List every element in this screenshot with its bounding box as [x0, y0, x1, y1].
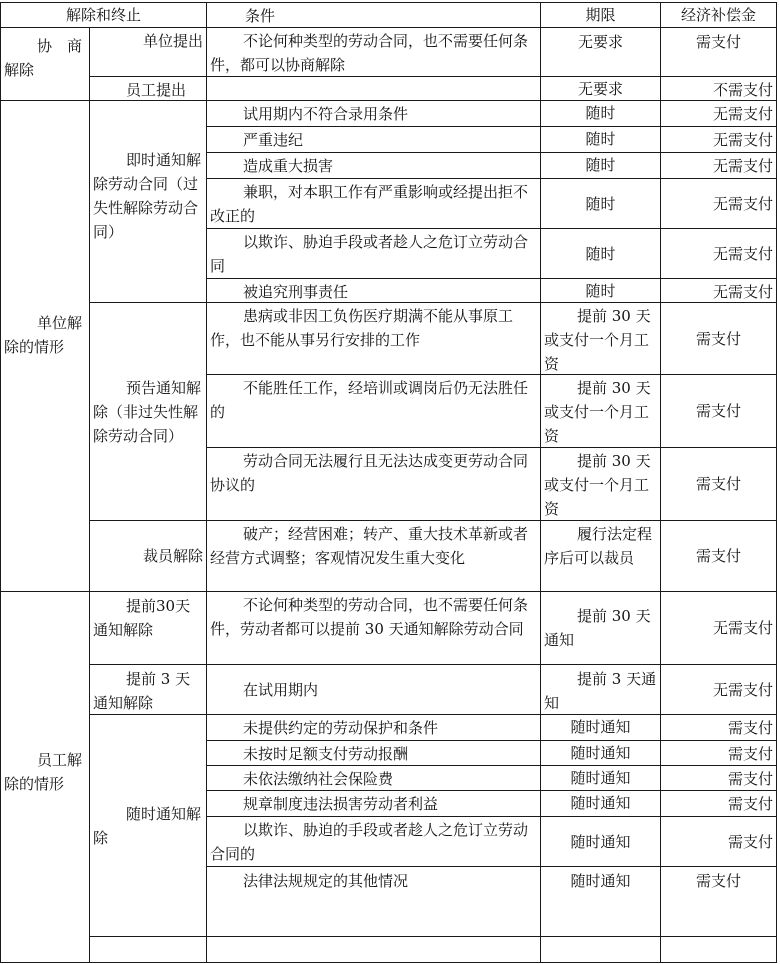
row-2-period-text: 无要求: [577, 80, 623, 98]
row-1-compensation: [660, 27, 777, 77]
row-17-condition: [206, 765, 541, 791]
row-1-condition-text: 不论何种类型的劳动合同，也不需要任何条件，都可以协商解除: [210, 32, 529, 74]
row-2-compensation-text: 不需支付: [712, 81, 773, 99]
row-12-period: [540, 520, 661, 592]
row-7-compensation: [660, 228, 777, 279]
row-12-period-text: 履行法定程序后可以裁员: [544, 525, 653, 567]
row-11-period: [540, 447, 661, 521]
row-16-condition-text: 未按时足额支付劳动报酬: [243, 745, 409, 763]
row-19-period-text: 随时通知: [570, 832, 631, 851]
row-4-condition: [206, 126, 541, 153]
row-11-condition-text: 劳动合同无法履行且无法达成变更劳动合同协议的: [210, 452, 529, 494]
row-16-compensation-text: 需支付: [727, 745, 773, 763]
header-type: [0, 2, 207, 28]
empty-cell-compensation: [660, 936, 777, 963]
row-5-period: [540, 152, 661, 179]
row-6-compensation: [660, 178, 777, 229]
row-19-condition-text: 以欺诈、胁迫的手段或者趁人之危订立劳动合同的: [210, 821, 529, 863]
header-period: [540, 2, 661, 28]
row-13-period: [540, 591, 661, 665]
row-2-condition: [206, 76, 541, 101]
row-5-period-text: 随时: [585, 156, 616, 174]
header-type-label: 解除和终止: [65, 6, 141, 24]
row-20-condition-text: 法律法规规定的其他情况: [243, 872, 409, 890]
row-7-condition: [206, 228, 541, 279]
row-9-compensation-text: 需支付: [695, 329, 741, 348]
sub-mutual-employer: [89, 27, 207, 77]
row-12-condition-text: 破产；经营困难；转产、重大技术革新或者经营方式调整；客观情况发生重大变化: [210, 525, 529, 567]
sub-mutual-employee: [89, 76, 207, 101]
row-18-period: [540, 790, 661, 817]
row-14-condition: [206, 664, 541, 715]
row-16-period: [540, 740, 661, 766]
row-8-compensation-text: 无需支付: [712, 283, 773, 301]
row-9-condition-text: 患病或非因工负伤医疗期满不能从事原工作，也不能从事另行安排的工作: [210, 307, 514, 349]
row-17-period: [540, 765, 661, 791]
row-18-compensation: [660, 790, 777, 817]
row-20-period: [540, 866, 661, 937]
sub-employee-30day: [89, 591, 207, 665]
sub-mutual-employee-label: 员工提出: [126, 81, 187, 99]
row-10-compensation-text: 需支付: [695, 402, 741, 420]
row-20-compensation: [660, 866, 777, 937]
row-11-condition: [206, 447, 541, 521]
row-15-compensation-text: 需支付: [727, 719, 773, 737]
row-17-period-text: 随时通知: [570, 769, 631, 787]
row-3-period: [540, 100, 661, 127]
row-2-period: [540, 76, 661, 101]
row-4-compensation-text: 无需支付: [712, 131, 773, 149]
row-6-period-text: 随时: [585, 194, 616, 213]
group-mutual-label: 协 商解除: [4, 36, 83, 79]
group-mutual: [0, 27, 90, 101]
group-employer: [0, 100, 90, 592]
row-16-compensation: [660, 740, 777, 766]
row-5-condition-text: 造成重大损害: [243, 157, 334, 175]
row-16-period-text: 随时通知: [570, 744, 631, 762]
row-13-period-text: 提前 30 天通知: [544, 607, 651, 649]
row-8-period-text: 随时: [585, 282, 616, 300]
row-12-compensation-text: 需支付: [695, 547, 741, 565]
sub-employer-layoff-label: 裁员解除: [142, 547, 203, 565]
row-15-condition-text: 未提供约定的劳动保护和条件: [243, 719, 439, 737]
row-18-compensation-text: 需支付: [727, 795, 773, 813]
row-20-period-text: 随时通知: [570, 872, 631, 890]
row-12-compensation: [660, 520, 777, 592]
row-3-period-text: 随时: [585, 104, 616, 122]
row-10-condition-text: 不能胜任工作，经培训或调岗后仍无法胜任的: [210, 379, 529, 421]
row-14-condition-text: 在试用期内: [243, 680, 319, 699]
header-condition: [206, 2, 541, 28]
row-19-compensation-text: 需支付: [727, 832, 773, 851]
row-20-compensation-text: 需支付: [695, 872, 741, 890]
row-3-compensation: [660, 100, 777, 127]
header-compensation: [660, 2, 777, 28]
row-10-compensation: [660, 374, 777, 448]
header-condition-label: 条件: [245, 7, 276, 25]
row-19-compensation: [660, 816, 777, 867]
row-7-condition-text: 以欺诈、胁迫手段或者趁人之危订立劳动合同: [210, 233, 529, 275]
row-5-compensation-text: 无需支付: [712, 157, 773, 175]
row-7-period-text: 随时: [585, 244, 616, 263]
row-19-condition: [206, 816, 541, 867]
sub-employer-layoff: [89, 520, 207, 592]
row-11-compensation-text: 需支付: [695, 475, 741, 493]
row-7-compensation-text: 无需支付: [712, 244, 773, 263]
row-14-compensation: [660, 664, 777, 715]
header-compensation-label: 经济补偿金: [680, 6, 756, 24]
row-9-period-text: 提前 30 天或支付一个月工资: [544, 307, 651, 373]
empty-cell-condition: [206, 936, 541, 963]
sub-employee-immediate: [89, 714, 207, 937]
row-13-compensation: [660, 591, 777, 665]
row-16-condition: [206, 740, 541, 766]
row-11-period-text: 提前 30 天或支付一个月工资: [544, 452, 651, 518]
row-11-compensation: [660, 447, 777, 521]
row-6-condition-text: 兼职，对本职工作有严重影响或经提出拒不改正的: [210, 183, 529, 225]
row-8-period: [540, 278, 661, 303]
row-2-compensation: [660, 76, 777, 101]
row-12-condition: [206, 520, 541, 592]
row-4-compensation: [660, 126, 777, 153]
row-17-compensation-text: 需支付: [727, 770, 773, 788]
row-1-period: [540, 27, 661, 77]
row-13-condition: [206, 591, 541, 665]
empty-cell-period: [540, 936, 661, 963]
row-9-condition: [206, 302, 541, 375]
row-15-condition: [206, 714, 541, 741]
header-period-label: 期限: [585, 6, 616, 24]
row-10-period-text: 提前 30 天或支付一个月工资: [544, 379, 651, 445]
row-10-condition: [206, 374, 541, 448]
row-13-condition-text: 不论何种类型的劳动合同，也不需要任何条件，劳动者都可以提前 30 天通知解除劳动合同: [210, 596, 529, 638]
group-employer-label: 单位解除的情形: [4, 314, 83, 356]
row-3-compensation-text: 无需支付: [712, 105, 773, 123]
row-15-period-text: 随时通知: [570, 718, 631, 736]
row-10-period: [540, 374, 661, 448]
row-18-period-text: 随时通知: [570, 794, 631, 812]
row-13-compensation-text: 无需支付: [712, 619, 773, 637]
row-7-period: [540, 228, 661, 279]
row-6-compensation-text: 无需支付: [712, 194, 773, 213]
row-15-period: [540, 714, 661, 741]
row-3-condition: [206, 100, 541, 127]
sub-employer-notice-label: 预告通知解除（非过失性解除劳动合同）: [93, 378, 202, 445]
row-8-condition: [206, 278, 541, 303]
row-14-period: [540, 664, 661, 715]
row-9-compensation: [660, 302, 777, 375]
row-4-period-text: 随时: [585, 130, 616, 148]
row-17-condition-text: 未依法缴纳社会保险费: [243, 770, 394, 788]
row-5-condition: [206, 152, 541, 179]
row-14-compensation-text: 无需支付: [712, 680, 773, 699]
sub-employee-3day-label: 提前 3 天通知解除: [93, 670, 191, 712]
row-8-condition-text: 被追究刑事责任: [243, 283, 349, 301]
sub-mutual-employer-label: 单位提出: [142, 32, 203, 50]
row-17-compensation: [660, 765, 777, 791]
sub-employee-immediate-label: 随时通知解除: [93, 804, 202, 847]
row-6-period: [540, 178, 661, 229]
row-3-condition-text: 试用期内不符合录用条件: [243, 105, 409, 123]
row-1-condition: [206, 27, 541, 77]
row-1-compensation-text: 需支付: [695, 33, 741, 51]
row-20-condition: [206, 866, 541, 937]
sub-employee-3day: [89, 664, 207, 715]
row-19-period: [540, 816, 661, 867]
row-9-period: [540, 302, 661, 375]
row-6-condition: [206, 178, 541, 229]
sub-employer-immediate-label: 即时通知解除劳动合同（过失性解除劳动合同）: [93, 151, 202, 241]
row-14-period-text: 提前 3 天通知: [544, 670, 657, 712]
row-4-condition-text: 严重违纪: [243, 131, 304, 149]
sub-employee-30day-label: 提前30天通知解除: [93, 597, 191, 639]
empty-cell-sub: [89, 936, 207, 963]
sub-employer-notice: [89, 302, 207, 521]
row-4-period: [540, 126, 661, 153]
row-5-compensation: [660, 152, 777, 179]
row-18-condition: [206, 790, 541, 817]
group-employee: [0, 591, 90, 963]
row-15-compensation: [660, 714, 777, 741]
row-18-condition-text: 规章制度违法损害劳动者利益: [243, 795, 439, 813]
group-employee-label: 员工解除的情形: [4, 750, 83, 793]
row-1-period-text: 无要求: [577, 33, 623, 51]
sub-employer-immediate: [89, 100, 207, 303]
row-8-compensation: [660, 278, 777, 303]
